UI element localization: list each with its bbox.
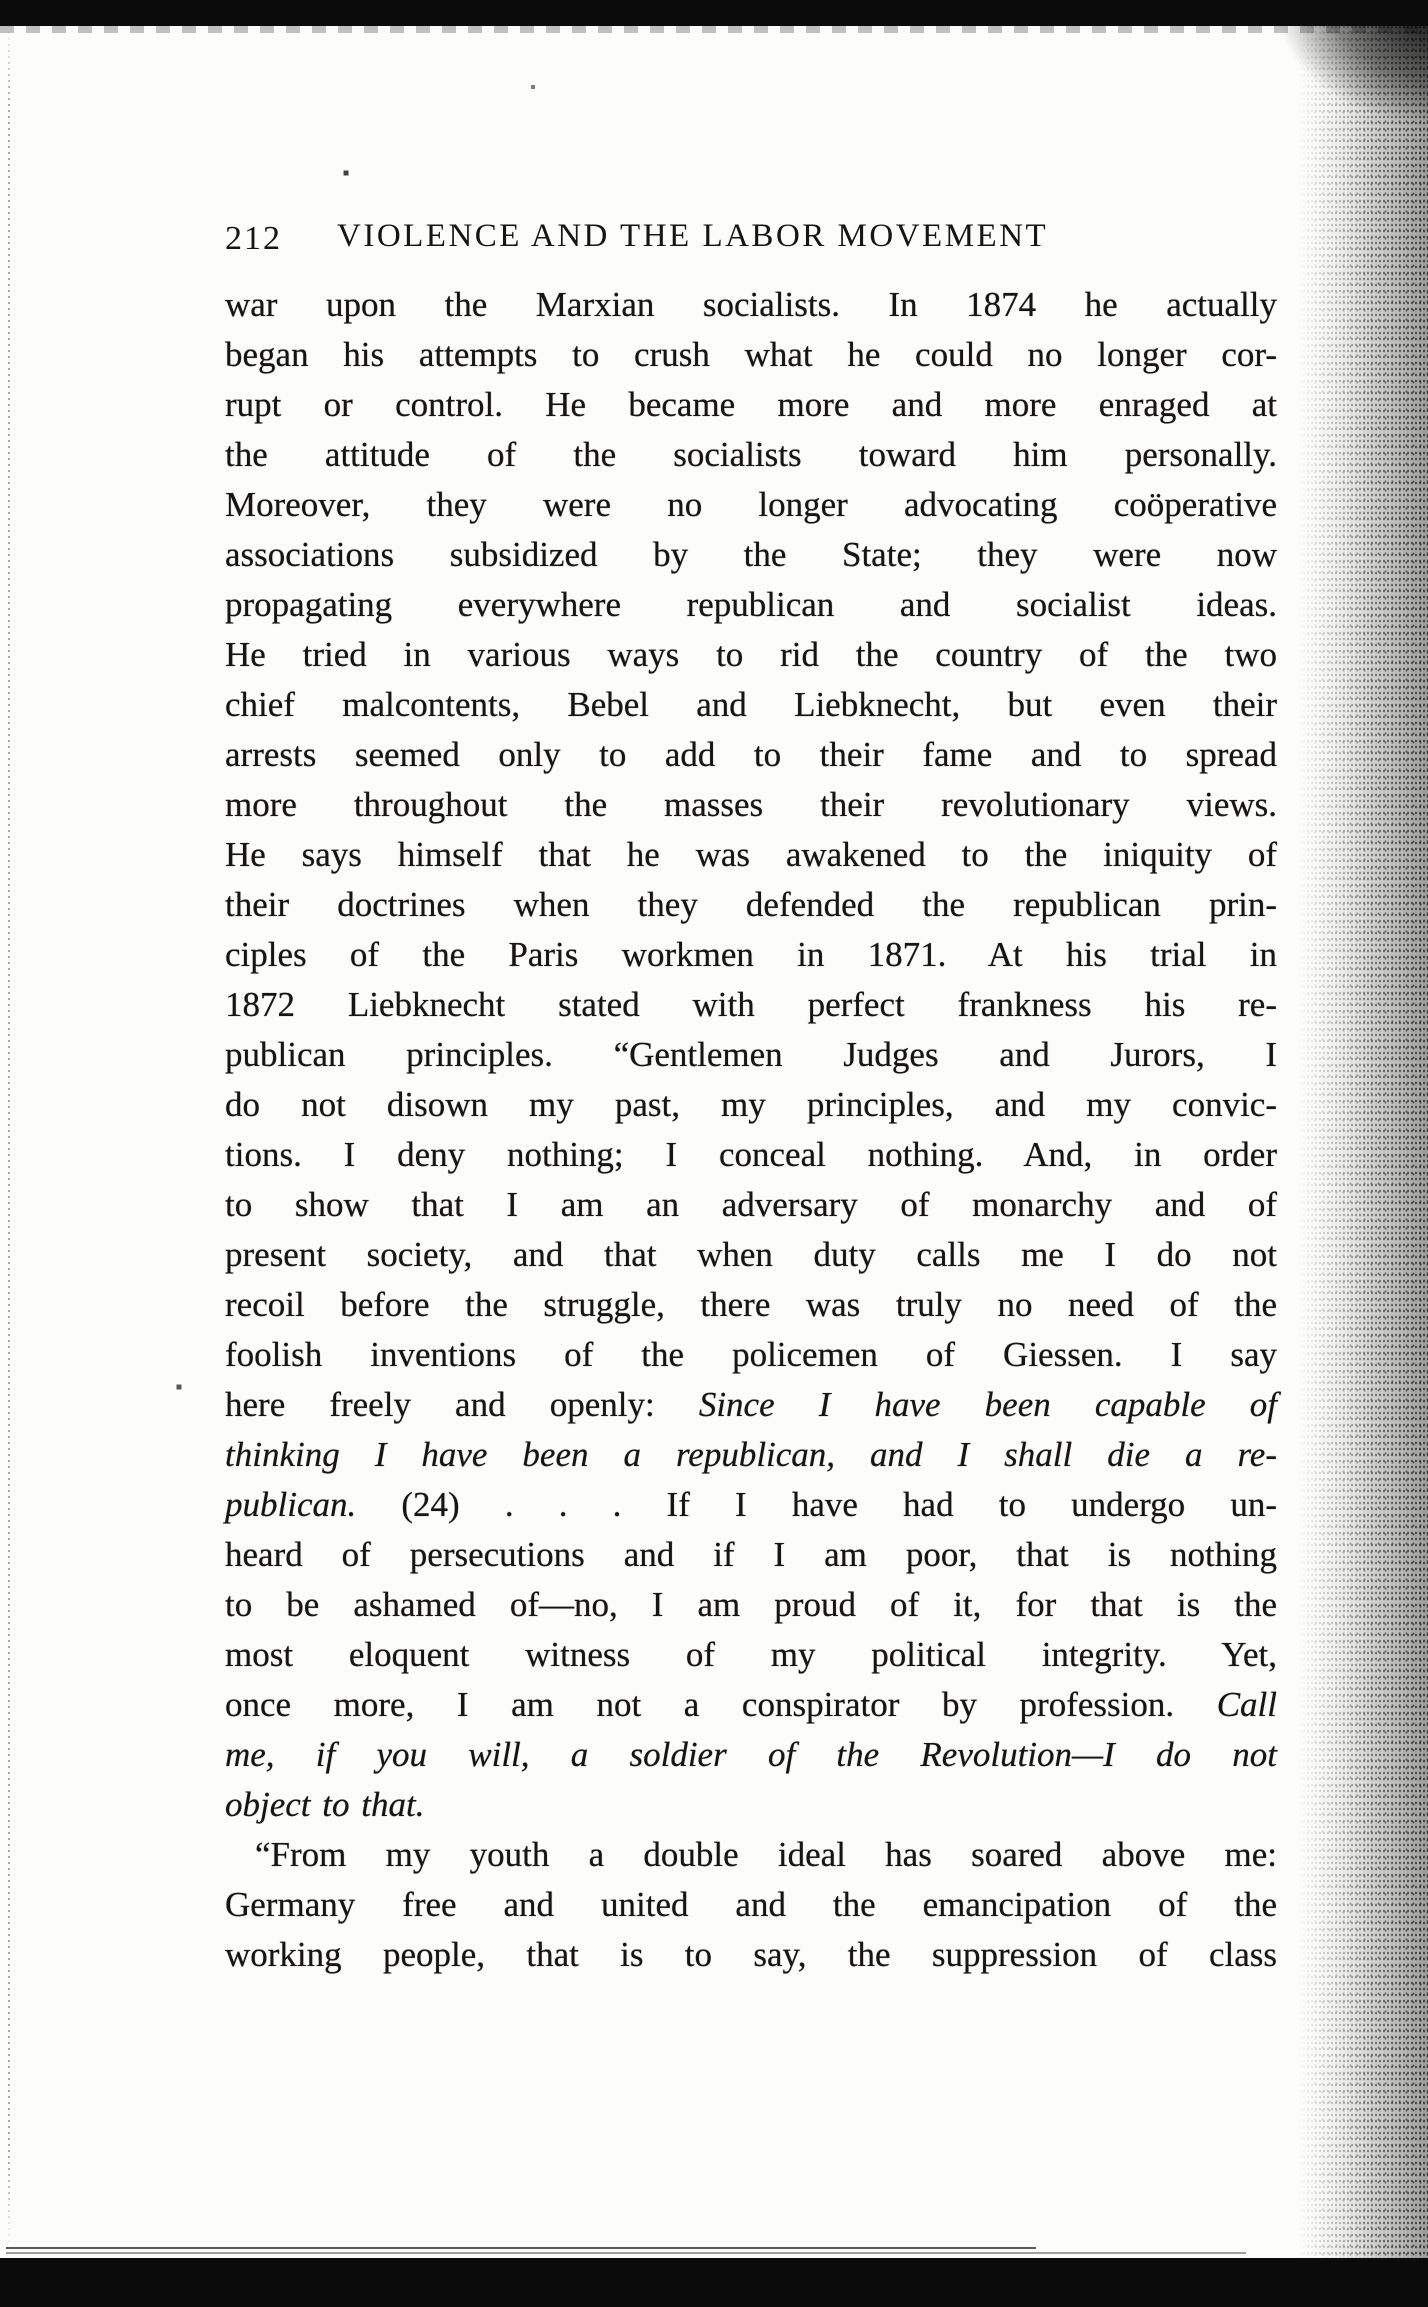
text-line bbox=[225, 830, 1277, 880]
text-line bbox=[225, 1880, 1277, 1930]
text-line bbox=[225, 1530, 1277, 1580]
text-segment: present society, and that when duty calls me I do not bbox=[225, 1235, 1277, 1274]
text-segment: most eloquent witness of my political integrity. Yet, bbox=[225, 1635, 1277, 1674]
text-block bbox=[225, 280, 1277, 1980]
left-margin-noise bbox=[0, 20, 16, 2250]
text-line bbox=[225, 1380, 1277, 1430]
text-line bbox=[225, 1080, 1277, 1130]
scanner-top-band bbox=[0, 0, 1428, 26]
text-segment: Germany free and united and the emancipation of the bbox=[225, 1885, 1277, 1924]
text-segment: heard of persecutions and if I am poor, that is nothing bbox=[225, 1535, 1277, 1574]
text-segment: He tried in various ways to rid the country of the two bbox=[225, 635, 1277, 674]
text-line bbox=[225, 1830, 1277, 1880]
text-segment: (24) . . . If I have had to undergo un- bbox=[356, 1485, 1277, 1524]
italic-text-segment: thinking I have been a republican, and I shall die a re- bbox=[225, 1435, 1277, 1474]
text-segment: recoil before the struggle, there was truly no need of the bbox=[225, 1285, 1277, 1324]
text-line bbox=[225, 1730, 1277, 1780]
text-segment: the attitude of the socialists toward him personally. bbox=[225, 435, 1277, 474]
text-segment: began his attempts to crush what he could no longer cor- bbox=[225, 335, 1277, 374]
text-line bbox=[225, 1480, 1277, 1530]
scan-artifact-line bbox=[6, 2247, 1036, 2249]
page-number: 212 bbox=[225, 220, 282, 257]
text-line bbox=[225, 730, 1277, 780]
italic-text-segment: publican. bbox=[225, 1485, 357, 1524]
text-segment: to be ashamed of—no, I am proud of it, for that is the bbox=[225, 1585, 1277, 1624]
text-segment: here freely and openly: bbox=[225, 1385, 699, 1424]
text-line bbox=[225, 1430, 1277, 1480]
text-line bbox=[225, 430, 1277, 480]
text-line bbox=[225, 1330, 1277, 1380]
text-line bbox=[225, 580, 1277, 630]
italic-text-segment: Call bbox=[1216, 1685, 1277, 1724]
text-segment: tions. I deny nothing; I conceal nothing. And, in order bbox=[225, 1135, 1277, 1174]
text-line bbox=[225, 1030, 1277, 1080]
text-line bbox=[225, 930, 1277, 980]
text-segment: do not disown my past, my principles, and my convic- bbox=[225, 1085, 1277, 1124]
text-segment: rupt or control. He became more and more enraged at bbox=[225, 385, 1277, 424]
text-segment: chief malcontents, Bebel and Liebknecht, but even their bbox=[225, 685, 1277, 724]
text-segment: to show that I am an adversary of monarchy and of bbox=[225, 1185, 1277, 1224]
text-segment: arrests seemed only to add to their fame and to spread bbox=[225, 735, 1277, 774]
text-line bbox=[225, 780, 1277, 830]
text-segment: their doctrines when they defended the republican prin- bbox=[225, 885, 1277, 924]
text-line bbox=[225, 1280, 1277, 1330]
text-line bbox=[225, 1230, 1277, 1280]
page-edge-shadow bbox=[1298, 0, 1428, 2307]
italic-text-segment: me, if you will, a soldier of the Revolution—I do not bbox=[225, 1735, 1277, 1774]
text-segment: working people, that is to say, the suppression of class bbox=[225, 1935, 1277, 1974]
scanner-bottom-band bbox=[0, 2258, 1428, 2307]
text-line bbox=[225, 880, 1277, 930]
scan-artifact-line bbox=[6, 2252, 1246, 2254]
text-segment: Moreover, they were no longer advocating coöperative bbox=[225, 485, 1277, 524]
text-segment: He says himself that he was awakened to the iniquity of bbox=[225, 835, 1277, 874]
italic-text-segment: object to that. bbox=[225, 1785, 425, 1824]
text-line bbox=[225, 1130, 1277, 1180]
text-line bbox=[225, 680, 1277, 730]
text-line bbox=[225, 480, 1277, 530]
text-segment: associations subsidized by the State; they were now bbox=[225, 535, 1277, 574]
text-line bbox=[225, 1180, 1277, 1230]
running-header bbox=[225, 218, 1277, 264]
text-segment: ciples of the Paris workmen in 1871. At his trial in bbox=[225, 935, 1277, 974]
text-line bbox=[225, 1580, 1277, 1630]
text-segment: more throughout the masses their revolutionary views. bbox=[225, 785, 1277, 824]
text-line bbox=[225, 1930, 1277, 1980]
text-line bbox=[225, 380, 1277, 430]
text-segment: war upon the Marxian socialists. In 1874 he actually bbox=[225, 285, 1277, 324]
text-line bbox=[225, 530, 1277, 580]
italic-text-segment: Since I have been capable of bbox=[698, 1385, 1277, 1424]
text-line bbox=[225, 1780, 1277, 1830]
text-segment: publican principles. “Gentlemen Judges and Jurors, I bbox=[225, 1035, 1277, 1074]
book-title-header: VIOLENCE AND THE LABOR MOVEMENT bbox=[337, 218, 1049, 254]
text-line bbox=[225, 630, 1277, 680]
text-line bbox=[225, 1680, 1277, 1730]
text-segment: propagating everywhere republican and socialist ideas. bbox=[225, 585, 1277, 624]
text-segment: foolish inventions of the policemen of Giessen. I say bbox=[225, 1335, 1277, 1374]
text-segment: once more, I am not a conspirator by profession. bbox=[225, 1685, 1217, 1724]
text-line bbox=[225, 330, 1277, 380]
text-segment: “From my youth a double ideal has soared above me: bbox=[255, 1835, 1277, 1874]
text-line bbox=[225, 1630, 1277, 1680]
text-line bbox=[225, 980, 1277, 1030]
text-line bbox=[225, 280, 1277, 330]
text-segment: 1872 Liebknecht stated with perfect frankness his re- bbox=[225, 985, 1277, 1024]
